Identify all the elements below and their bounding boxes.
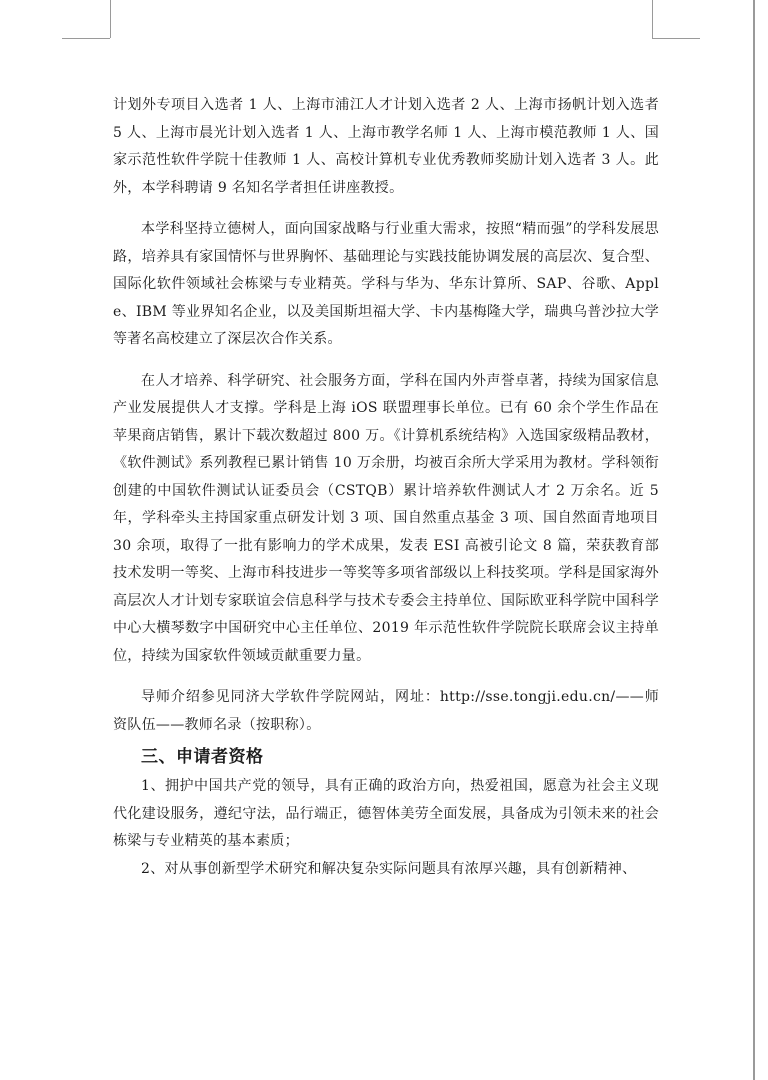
paragraph-faculty-awards: 计划外专项目入选者 1 人、上海市浦江人才计划入选者 2 人、上海市扬帆计划入选者 5 人、上海市晨光计划入选者 1 人、上海市教学名师 1 人、上海市模范教师 1 人、国家示范性软件学院十佳教师 1 人、高校计算机专业优秀教师奖励计划入选者 3 人。此外，本学科聘请 9 名知名学者担任讲座教授。 (113, 97, 659, 196)
crop-mark-top-right-horizontal (652, 38, 700, 39)
paragraph-achievements: 在人才培养、科学研究、社会服务方面，学科在国内外声誉卓著，持续为国家信息产业发展提供人才支撑。学科是上海 iOS 联盟理事长单位。已有 60 余个学生作品在苹果商店销售，累计下载次数超过 800 万。《计算机系统结构》入选国家级精品教材，《软件测试》系列教程已累计销售 10 万余册，均被百余所大学采用为教材。学科领衔创建的中国软件测试认证委员会（CSTQB）累计培养软件测试人才 2 万余名。近 5 年，学科牵头主持国家重点研发计划 3 项、国自然重点基金 3 项、国自然面青地项目 30 余项，取得了一批有影响力的学术成果，发表 ESI 高被引论文 8 篇，荣获教育部技术发明一等奖、上海市科技进步一等奖等多项省部级以上科技奖项。学科是国家海外高层次人才计划专家联谊会信息科学与技术专委会主持单位、国际欧亚科学院中国科学中心大横琴数字中国研究中心主任单位、2019 年示范性软件学院院长联席会议主持单位，持续为国家软件领域贡献重要力量。 (113, 372, 659, 664)
requirement-item-2: 2、对从事创新型学术研究和解决复杂实际问题具有浓厚兴趣，具有创新精神、 (141, 860, 637, 877)
document-body (113, 92, 659, 883)
section-heading-applicant-qualifications: 三、申请者资格 (141, 747, 264, 767)
paragraph-advisor-link: 导师介绍参见同济大学软件学院网站，网址：http://sse.tongji.edu.cn/——师资队伍——教师名录（按职称）。 (113, 689, 659, 733)
crop-mark-top-left-vertical (110, 0, 111, 38)
paragraph-discipline-development: 本学科坚持立德树人，面向国家战略与行业重大需求，按照“精而强”的学科发展思路，培养具有家国情怀与世界胸怀、基础理论与实践技能协调发展的高层次、复合型、国际化软件领域社会栋梁与专业精英。学科与华为、华东计算所、SAP、谷歌、Apple、IBM 等业界知名企业，以及美国斯坦福大学、卡内基梅隆大学，瑞典乌普沙拉大学等著名高校建立了深层次合作关系。 (113, 221, 659, 347)
requirement-item-1: 1、拥护中国共产党的领导，具有正确的政治方向，热爱祖国，愿意为社会主义现代化建设服务，遵纪守法，品行端正，德智体美劳全面发展，具备成为引领未来的社会栋梁与专业精英的基本素质； (113, 778, 659, 849)
crop-mark-top-right-vertical (652, 0, 653, 38)
crop-mark-top-left-horizontal (62, 38, 110, 39)
